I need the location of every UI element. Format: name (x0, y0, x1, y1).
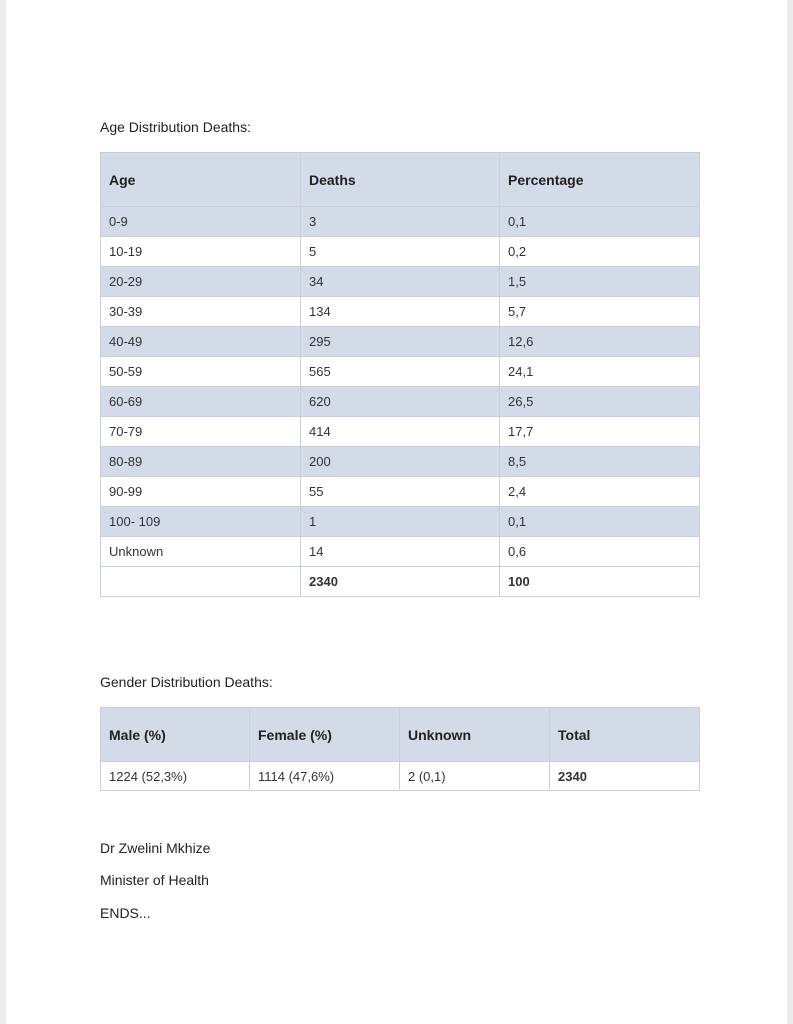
percentage-cell: 17,7 (500, 417, 700, 447)
document-end-marker: ENDS... (100, 905, 151, 921)
column-header-female: Female (%) (250, 708, 400, 762)
deaths-cell: 620 (301, 387, 500, 417)
signatory-name: Dr Zwelini Mkhize (100, 840, 211, 856)
total-row (101, 567, 700, 597)
document-page (6, 0, 787, 1024)
percentage-cell: 5,7 (500, 297, 700, 327)
percentage-cell: 24,1 (500, 357, 700, 387)
female-cell: 1114 (47,6%) (250, 762, 400, 791)
unknown-cell: 2 (0,1) (400, 762, 550, 791)
table-row (101, 762, 700, 791)
table-row (101, 207, 700, 237)
percentage-cell: 8,5 (500, 447, 700, 477)
column-header-male: Male (%) (101, 708, 250, 762)
column-header-age: Age (101, 153, 301, 207)
age-cell: 20-29 (101, 267, 301, 297)
total-deaths-cell: 2340 (301, 567, 500, 597)
percentage-cell: 1,5 (500, 267, 700, 297)
age-cell: 40-49 (101, 327, 301, 357)
age-cell: 70-79 (101, 417, 301, 447)
deaths-cell: 14 (301, 537, 500, 567)
percentage-cell: 0,1 (500, 507, 700, 537)
male-cell: 1224 (52,3%) (101, 762, 250, 791)
column-header-deaths: Deaths (301, 153, 500, 207)
age-cell: 30-39 (101, 297, 301, 327)
column-header-percentage: Percentage (500, 153, 700, 207)
deaths-cell: 34 (301, 267, 500, 297)
age-cell: Unknown (101, 537, 301, 567)
percentage-cell: 0,1 (500, 207, 700, 237)
age-distribution-heading: Age Distribution Deaths: (100, 119, 251, 135)
column-header-unknown: Unknown (400, 708, 550, 762)
percentage-cell: 2,4 (500, 477, 700, 507)
age-distribution-table (100, 152, 700, 597)
deaths-cell: 134 (301, 297, 500, 327)
table-row (101, 327, 700, 357)
percentage-cell: 0,2 (500, 237, 700, 267)
age-cell: 50-59 (101, 357, 301, 387)
table-row (101, 477, 700, 507)
table-header-row (101, 153, 700, 207)
signatory-title: Minister of Health (100, 872, 209, 888)
deaths-cell: 5 (301, 237, 500, 267)
deaths-cell: 3 (301, 207, 500, 237)
age-cell: 60-69 (101, 387, 301, 417)
percentage-cell: 26,5 (500, 387, 700, 417)
table-header-row (101, 708, 700, 762)
table-row (101, 237, 700, 267)
age-cell: 100- 109 (101, 507, 301, 537)
table-row (101, 267, 700, 297)
percentage-cell: 12,6 (500, 327, 700, 357)
deaths-cell: 1 (301, 507, 500, 537)
total-cell: 2340 (550, 762, 700, 791)
table-row (101, 357, 700, 387)
deaths-cell: 55 (301, 477, 500, 507)
table-row (101, 537, 700, 567)
age-cell: 0-9 (101, 207, 301, 237)
table-row (101, 387, 700, 417)
table-row (101, 297, 700, 327)
table-row (101, 507, 700, 537)
column-header-total: Total (550, 708, 700, 762)
deaths-cell: 200 (301, 447, 500, 477)
table-row (101, 447, 700, 477)
total-percentage-cell: 100 (500, 567, 700, 597)
gender-distribution-table (100, 707, 700, 791)
deaths-cell: 295 (301, 327, 500, 357)
deaths-cell: 414 (301, 417, 500, 447)
age-cell: 10-19 (101, 237, 301, 267)
deaths-cell: 565 (301, 357, 500, 387)
percentage-cell: 0,6 (500, 537, 700, 567)
age-cell: 90-99 (101, 477, 301, 507)
gender-distribution-heading: Gender Distribution Deaths: (100, 674, 273, 690)
total-label-cell (101, 567, 301, 597)
table-row (101, 417, 700, 447)
age-cell: 80-89 (101, 447, 301, 477)
